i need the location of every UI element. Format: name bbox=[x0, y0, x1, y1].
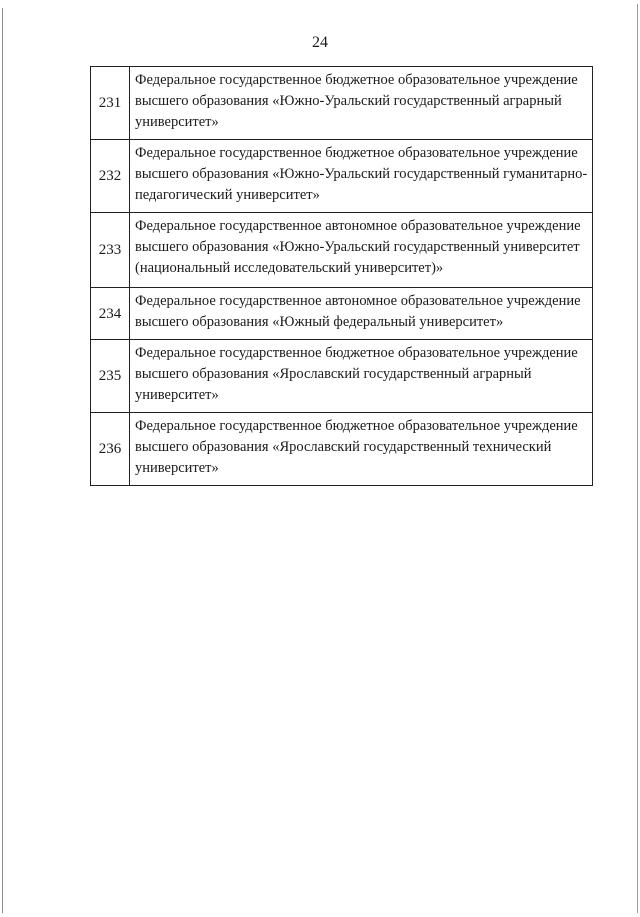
row-number: 233 bbox=[91, 213, 130, 288]
institution-name: Федеральное государственное бюджетное образовательное учреждение высшего образования «Ярославский государственный аграрный университет» bbox=[130, 340, 593, 413]
table-row bbox=[91, 67, 593, 140]
row-number: 236 bbox=[91, 413, 130, 486]
table-row bbox=[91, 213, 593, 288]
page-number: 24 bbox=[312, 34, 328, 51]
institution-name: Федеральное государственное бюджетное образовательное учреждение высшего образования «Южно-Уральский государственный гуманитарно-педагогический университет» bbox=[130, 140, 593, 213]
institution-name: Федеральное государственное автономное образовательное учреждение высшего образования «Южный федеральный университет» bbox=[130, 288, 593, 340]
table-row bbox=[91, 288, 593, 340]
scan-edge-left bbox=[2, 8, 3, 913]
table-row bbox=[91, 413, 593, 486]
table-row bbox=[91, 340, 593, 413]
row-number: 234 bbox=[91, 288, 130, 340]
scan-edge-right bbox=[637, 4, 638, 913]
institution-name: Федеральное государственное бюджетное образовательное учреждение высшего образования «Южно-Уральский государственный аграрный университет» bbox=[130, 67, 593, 140]
registry-table bbox=[90, 66, 593, 486]
row-number: 231 bbox=[91, 67, 130, 140]
table-row bbox=[91, 140, 593, 213]
institution-name: Федеральное государственное автономное образовательное учреждение высшего образования «Южно-Уральский государственный университет (национальный исследовательский университет)» bbox=[130, 213, 593, 288]
institution-name: Федеральное государственное бюджетное образовательное учреждение высшего образования «Ярославский государственный технический университет» bbox=[130, 413, 593, 486]
row-number: 232 bbox=[91, 140, 130, 213]
row-number: 235 bbox=[91, 340, 130, 413]
